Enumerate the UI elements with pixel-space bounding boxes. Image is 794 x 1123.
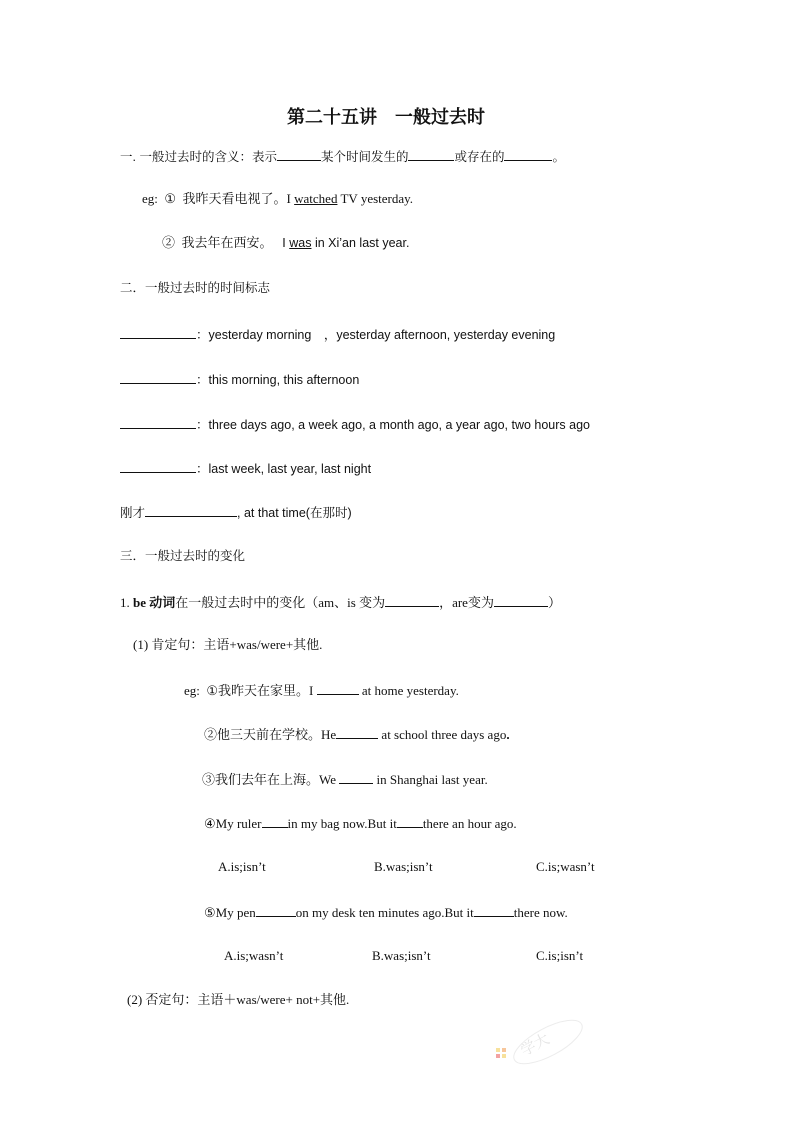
eg-label: eg: <box>142 191 158 206</box>
be-verb-point <box>120 592 561 612</box>
exercise-1 <box>184 680 459 700</box>
blank-1 <box>277 146 321 161</box>
time-marker-4: ：last week, last year, last night <box>196 462 372 476</box>
ex1-num: ① <box>164 191 177 206</box>
ex-4b: in my bag now.But it <box>287 816 397 831</box>
blank-ex-4a <box>262 813 288 828</box>
blank-time-2 <box>120 369 196 384</box>
ex-3a: ③我们去年在上海。We <box>202 772 340 787</box>
point-num: 1. <box>120 595 133 610</box>
exercise-4-option-b: B.was;isn’t <box>374 859 433 874</box>
ex-1b: at home yesterday. <box>358 683 459 698</box>
watermark-graphic <box>488 1012 598 1072</box>
time-marker-5a: 刚才 <box>120 506 146 520</box>
exercise-4-option-c: C.is;wasn’t <box>536 859 595 874</box>
time-marker-row-2 <box>120 369 359 389</box>
ex-2c: . <box>506 727 510 742</box>
def-end: 。 <box>552 150 565 164</box>
point-b: ，are变为 <box>439 595 494 610</box>
affirmative-rule: (1) 肯定句：主语+was/were+其他. <box>133 637 323 652</box>
point-a: 在一般过去时中的变化（am、is 变为 <box>175 595 386 610</box>
watermark-square-1 <box>496 1048 500 1052</box>
time-marker-2: ：this morning, this afternoon <box>196 373 360 387</box>
time-marker-1: ：yesterday morning ，yesterday afternoon, yesterday evening <box>196 328 556 342</box>
ex-2a: ②他三天前在学校。He <box>204 727 337 742</box>
blank-be-1 <box>385 592 439 607</box>
time-marker-5b: , at that time(在那时) <box>237 506 352 520</box>
section-2-heading: 二．一般过去时的时间标志 <box>120 281 271 295</box>
def-mid2: 或存在的 <box>454 150 505 164</box>
blank-time-4 <box>120 458 196 473</box>
exercise-4 <box>204 813 517 833</box>
ex-5c: there now. <box>513 905 568 920</box>
eg-label-2: eg: <box>184 683 200 698</box>
exercise-4-option-a: A.is;isn’t <box>218 859 266 874</box>
blank-ex-5a <box>256 902 296 917</box>
ex-5b: on my desk ten minutes ago.But it <box>295 905 474 920</box>
ex-4c: there an hour ago. <box>422 816 517 831</box>
blank-ex-2 <box>336 724 378 739</box>
ex2-en <box>282 236 409 250</box>
blank-3 <box>504 146 552 161</box>
blank-be-2 <box>494 592 548 607</box>
exercise-2 <box>204 724 510 744</box>
ex2-rest: in Xi’an last year. <box>311 236 410 250</box>
blank-time-5 <box>145 502 237 517</box>
ex1-rest: TV yesterday. <box>337 191 414 206</box>
example-2 <box>162 234 409 252</box>
ex-3b: in Shanghai last year. <box>373 772 488 787</box>
blank-ex-1 <box>317 680 359 695</box>
ex1-cn: 我昨天看电视了。I <box>182 191 295 206</box>
def-mid1: 某个时间发生的 <box>320 150 409 164</box>
ex-2b: at school three days ago <box>378 727 507 742</box>
blank-time-3 <box>120 414 196 429</box>
exercise-5-option-b: B.was;isn’t <box>372 948 431 963</box>
exercise-5-option-c: C.is;isn’t <box>536 948 584 963</box>
ex2-i: I <box>282 236 290 250</box>
time-marker-row-5 <box>120 502 352 522</box>
time-marker-3: ：three days ago, a week ago, a month ago, a year ago, two hours ago <box>196 418 591 432</box>
ex-1a: ①我昨天在家里。I <box>206 683 317 698</box>
ex-5a: ⑤My pen <box>204 905 256 920</box>
blank-2 <box>408 146 454 161</box>
ex2-cn: 我去年在西安。 <box>181 235 273 250</box>
time-marker-row-1 <box>120 324 555 344</box>
blank-ex-4b <box>397 813 423 828</box>
watermark-logo <box>488 1012 598 1072</box>
section-3-heading: 三．一般过去时的变化 <box>120 549 246 563</box>
example-1 <box>142 190 413 208</box>
watermark-square-4 <box>502 1054 506 1058</box>
watermark-square-2 <box>502 1048 506 1052</box>
ex-4a: ④My ruler <box>204 816 262 831</box>
negative-rule: (2) 否定句：主语＋was/were+ not+其他. <box>127 992 350 1007</box>
def-head: 一. 一般过去时的含义：表示 <box>120 150 277 164</box>
section-1-definition <box>120 146 565 166</box>
exercise-3 <box>202 769 488 789</box>
point-bold: be 动词 <box>133 595 176 610</box>
page-title: 第二十五讲 一般过去时 <box>287 107 485 127</box>
time-marker-row-3 <box>120 414 590 434</box>
blank-ex-3 <box>339 769 373 784</box>
exercise-5 <box>204 902 568 922</box>
watermark-text: 学大 <box>517 1029 553 1060</box>
ex1-verb: watched <box>294 191 338 206</box>
ex2-verb: was <box>289 236 312 250</box>
ex2-num: ② <box>162 235 176 250</box>
blank-time-1 <box>120 324 196 339</box>
point-c: ） <box>547 595 561 610</box>
exercise-5-option-a: A.is;wasn’t <box>224 948 284 963</box>
time-marker-row-4 <box>120 458 371 478</box>
blank-ex-5b <box>474 902 514 917</box>
watermark-square-3 <box>496 1054 500 1058</box>
